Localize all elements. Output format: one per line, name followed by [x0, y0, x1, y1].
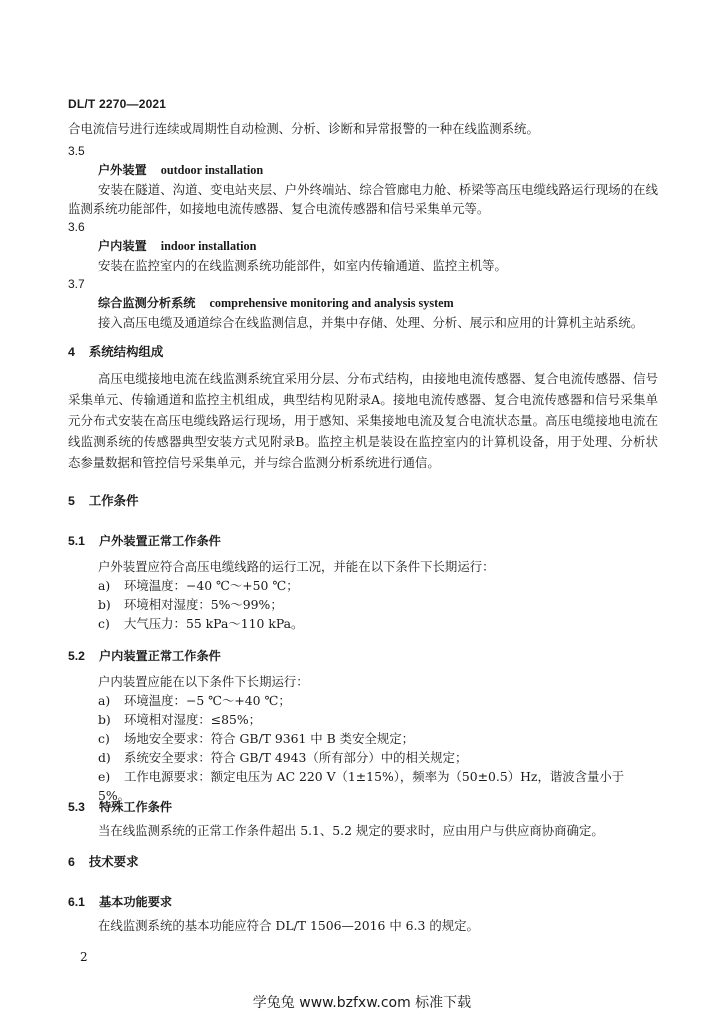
subsection-heading	[68, 893, 658, 912]
footer-watermark: 学兔兔 www.bzfxw.com 标准下载	[252, 995, 472, 1011]
list-marker: d)	[98, 750, 111, 765]
section-text: 高压电缆接地电流在线监测系统宜采用分层、分布式结构，由接地电流传感器、复合电流传感器、信号采集单元、传输通道和监控主机组成，典型结构见附录A。接地电流传感器、复合电流传感器和信号采集单元分布式安装在高压电缆线路运行现场，用于感知、采集接地电流及复合电流状态量。高压电缆接地电流在线监测系统的传感器典型安装方式见附录B。监控主机是装设在监控室内的计算机设备，用于处理、分析状态参量数据和管控信号采集单元，并与综合监测分析系统进行通信。	[68, 371, 658, 470]
list-text: 环境相对湿度：5%～99%；	[124, 597, 283, 612]
list-text: 系统安全要求：符合 GB/T 4943（所有部分）中的相关规定；	[124, 750, 468, 765]
list-marker: e)	[98, 769, 111, 784]
term-chinese: 综合监测分析系统	[98, 296, 196, 310]
section-5-1-body	[68, 557, 658, 633]
list-marker: c)	[98, 616, 110, 631]
definition-3-6	[68, 218, 658, 275]
definition-text: 接入高压电缆及通道综合在线监测信息，并集中存储、处理、分析、展示和应用的计算机主站系统。	[98, 315, 644, 330]
list-text: 环境相对湿度：≤85%；	[124, 712, 262, 727]
subsection-number: 5.3	[68, 800, 85, 814]
list-text: 工作电源要求：额定电压为 AC 220 V（1±15%），频率为（50±0.5）Hz，谐波含量小于 5%。	[98, 769, 625, 803]
section-6	[68, 853, 658, 872]
section-5	[68, 492, 658, 511]
intro-text: 户外装置应符合高压电缆线路的运行工况，并能在以下条件下长期运行：	[98, 559, 495, 574]
section-heading	[68, 853, 658, 872]
section-6-1	[68, 893, 658, 935]
continuation-text: 合电流信号进行连续或周期性自动检测、分析、诊断和异常报警的一种在线监测系统。	[68, 121, 539, 136]
term-chinese: 户内装置	[98, 239, 147, 253]
definition-3-7	[68, 275, 658, 332]
section-title: 工作条件	[88, 494, 139, 508]
section-heading	[68, 492, 658, 511]
section-title: 技术要求	[88, 855, 139, 869]
list-item	[68, 576, 658, 595]
section-heading	[68, 343, 658, 362]
subsection-title: 户外装置正常工作条件	[98, 534, 221, 548]
subsection-number: 5.2	[68, 649, 85, 663]
definition-text: 安装在隧道、沟道、变电站夹层、户外终端站、综合管廊电力舱、桥梁等高压电缆线路运行现场的在线监测系统功能部件，如接地电流传感器、复合电流传感器和信号采集单元等。	[68, 182, 658, 216]
subsection-title: 特殊工作条件	[98, 800, 173, 814]
subsection-title: 户内装置正常工作条件	[98, 649, 221, 663]
intro-text: 户内装置应能在以下条件下长期运行：	[98, 674, 309, 689]
clause-number: 3.5	[68, 144, 85, 158]
subsection-number: 5.1	[68, 534, 85, 548]
term-english: comprehensive monitoring and analysis system	[209, 296, 454, 310]
list-item	[68, 748, 658, 767]
subsection-text: 当在线监测系统的正常工作条件超出 5.1、5.2 规定的要求时，应由用户与供应商协商确定。	[98, 823, 604, 838]
term-english: outdoor installation	[160, 163, 264, 177]
list-item	[68, 595, 658, 614]
list-text: 大气压力：55 kPa～110 kPa。	[124, 616, 304, 631]
list-text: 环境温度：−40 ℃～+50 ℃；	[124, 578, 299, 593]
section-5-2-body	[68, 672, 658, 805]
list-marker: b)	[98, 597, 111, 612]
list-marker: b)	[98, 712, 111, 727]
definition-3-5	[68, 142, 658, 218]
page-number: 2	[80, 950, 88, 964]
section-5-2	[68, 647, 658, 666]
term-english: indoor installation	[160, 239, 257, 253]
term-heading	[68, 161, 658, 180]
list-item	[68, 729, 658, 748]
definition-continuation	[68, 119, 658, 138]
section-number: 5	[68, 494, 75, 508]
section-5-1	[68, 532, 658, 551]
subsection-number: 6.1	[68, 895, 85, 909]
list-item	[68, 614, 658, 633]
term-heading	[68, 237, 658, 256]
list-text: 场地安全要求：符合 GB/T 9361 中 B 类安全规定；	[124, 731, 415, 746]
definition-text: 安装在监控室内的在线监测系统功能部件，如室内传输通道、监控主机等。	[98, 258, 507, 273]
list-item	[68, 710, 658, 729]
section-4	[68, 343, 658, 362]
term-chinese: 户外装置	[98, 163, 147, 177]
section-5-3	[68, 798, 658, 840]
section-number: 4	[68, 345, 75, 359]
subsection-heading	[68, 532, 658, 551]
list-marker: c)	[98, 731, 110, 746]
list-marker: a)	[98, 578, 111, 593]
subsection-text: 在线监测系统的基本功能应符合 DL/T 1506—2016 中 6.3 的规定。	[98, 918, 479, 933]
section-number: 6	[68, 855, 75, 869]
section-title: 系统结构组成	[88, 345, 164, 359]
list-item	[68, 691, 658, 710]
list-marker: a)	[98, 693, 111, 708]
section-4-body	[68, 368, 658, 473]
subsection-title: 基本功能要求	[98, 895, 173, 909]
term-heading	[68, 294, 658, 313]
clause-number: 3.7	[68, 277, 85, 291]
clause-number: 3.6	[68, 220, 85, 234]
subsection-heading	[68, 798, 658, 817]
document-code-header: DL/T 2270—2021	[68, 97, 167, 111]
subsection-heading	[68, 647, 658, 666]
list-text: 环境温度：−5 ℃～+40 ℃；	[124, 693, 291, 708]
